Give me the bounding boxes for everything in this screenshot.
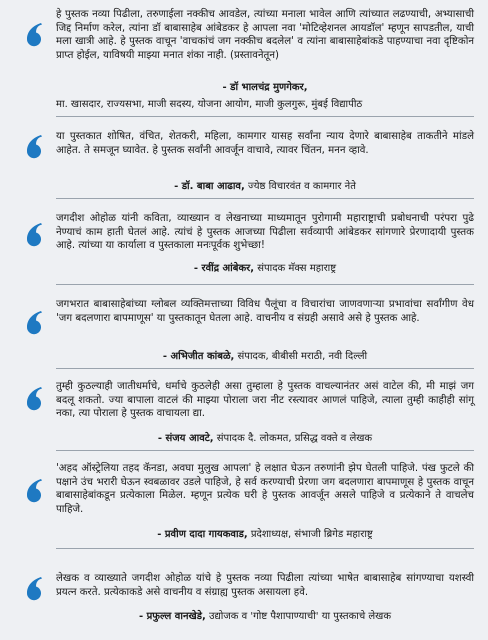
author-role: प्रदेशाध्यक्ष, संभाजी ब्रिगेड महाराष्ट्र (247, 529, 373, 540)
author-name: - प्रफुल्ल वानखेडे, (138, 611, 206, 622)
divider (56, 198, 474, 199)
author-name: - डॉ भालचंद्र मुणगेकर, (222, 82, 308, 93)
divider (56, 548, 474, 549)
testimonial-text: तुम्ही कुठल्याही जातीधर्माचे, धर्माचे कुठलेही असा तुम्हाला हे पुस्तक वाचल्यानंतर असं वाटेल की, मी माझं जग बदलू शकतो. ज्या बापाला वाटलं की माझ्या पोराला जरा नीट रस्त्यावर आणलं पाहिजे, त्याला तुम्ही काहीही सांगू नका, त्या पोराला हे पुस्तक वाचायला द्या. (56, 381, 474, 420)
testimonial-3 (0, 204, 488, 296)
testimonial-text: 'अहद ऑस्ट्रेलिया तहद कॅनडा, अवघा मुलुख आपला' हे लक्षात घेऊन तरुणांनी झेप घेतली पाहिजे. पंख फुटले की पक्षाने उंच भरारी घेऊन स्वबळावर उडले पाहिजे, हे सर्व करण्याची प्रेरणा जग बदलणारा बापमाणूस हे पुस्तक वाचून बाबासाहेबांकडून प्रत्येकाला मिळेल. म्हणून प्रत्येक घरी हे पुस्तक आवर्जून असले पाहिजे व प्रत्येकाने ते वाचलेच पाहिजे. (56, 463, 474, 515)
author-subline: मा. खासदार, राज्यसभा, माजी सदस्य, योजना आयोग, माजी कुलगुरू, मुंबई विद्यापीठ (56, 99, 363, 110)
quote-mark-icon (24, 22, 46, 48)
testimonial-author (56, 350, 474, 363)
testimonial-text: लेखक व व्याख्याते जगदीश ओहोळ यांचे हे पुस्तक नव्या पिढीला त्यांच्या भाषेत बाबासाहेब सांगण्याचा यशस्वी प्रयत्न करते. प्रत्येकाकडे असे वाचनीय व संग्राह्य पुस्तक असायला हवे. (56, 573, 474, 598)
author-role: संपादक, बीबीसी मराठी, नवी दिल्ली (234, 351, 368, 362)
quote-mark-icon (24, 576, 46, 602)
testimonial-1 (0, 8, 488, 124)
testimonial-7 (0, 558, 488, 638)
author-role: संपादक मॅक्स महाराष्ट्र (254, 263, 337, 274)
testimonial-2 (0, 124, 488, 204)
quote-mark-icon (24, 134, 46, 160)
testimonial-text: जगदीश ओहोळ यांनी कविता, व्याख्यान व लेखनाच्या माध्यमातून पुरोगामी महाराष्ट्राची प्रबोधनाची परंपरा पुढे नेण्याचं काम हाती घेतलं आहे. त्यांचं हे पुस्तक आजच्या पिढीला सर्वव्यापी आंबेडकर सांगणारे प्रेरणादायी पुस्तक आहे. त्यांच्या या कार्याला व पुस्तकाला मनःपूर्वक शुभेच्छा! (56, 213, 474, 252)
testimonial-5 (0, 372, 488, 456)
divider (56, 368, 474, 369)
author-role: संपादक दै. लोकमत, प्रसिद्ध वक्ते व लेखक (213, 433, 373, 444)
testimonial-author (56, 262, 474, 275)
testimonial-author (56, 610, 474, 623)
testimonial-author (56, 81, 474, 94)
divider (56, 116, 474, 117)
author-role: ज्येष्ठ विचारवंत व कामगार नेते (244, 181, 356, 192)
author-name: - अभिजीत कांबळे, (162, 351, 235, 362)
testimonial-author (56, 432, 474, 445)
quote-mark-icon (24, 478, 46, 504)
author-name: - रवींद्र आंबेकर, (193, 263, 255, 274)
divider (56, 450, 474, 451)
testimonial-text: जगभरात बाबासाहेबांच्या ग्लोबल व्यक्तिमत्ताच्या विविध पैलूंचा व विचारांचा जाणवणाऱ्या प्रभावांचा सर्वांगीण वेध 'जग बदलणारा बापमाणूस' या पुस्तकातून घेतला आहे. वाचनीय व संग्रही असावे असे हे पुस्तक आहे. (56, 299, 474, 324)
testimonial-6 (0, 456, 488, 558)
quote-mark-icon (24, 222, 46, 248)
quote-mark-icon (24, 386, 46, 412)
testimonial-text: हे पुस्तक नव्या पिढीला, तरुणाईला नक्कीच आवडेल, त्यांच्या मनाला भावेल आणि त्यांच्यात लढण्याची, अभ्यासाची जिद्द निर्माण करेल, त्यांना डॉ बाबासाहेब आंबेडकर हे आपला नवा 'मोटिव्हेशनल आयडॉल' म्हणून सापडतील, याची मला खात्री आहे. हे पुस्तक वाचून 'वाचकांचं जग नक्कीच बदलेल' व त्यांना बाबासाहेबांकडे पाहण्याचा नवा दृष्टिकोन प्राप्त होईल, याविषयी माझ्या मनात शंका नाही. (प्रस्तावनेतून) (56, 9, 474, 61)
testimonial-text: या पुस्तकात शोषित, वंचित, शेतकरी, महिला, कामगार यासह सर्वांना न्याय देणारे बाबासाहेब ताकतीने मांडले आहेत. ते समजून घ्यावेत. हे पुस्तक सर्वांनी आवर्जून वाचावे, त्यावर चिंतन, मनन व्हावे. (56, 131, 474, 156)
author-name: - डॉ. बाबा आढाव, (174, 181, 245, 192)
testimonial-author (56, 180, 474, 193)
quote-mark-icon (24, 310, 46, 336)
testimonial-author (56, 528, 474, 541)
divider (56, 284, 474, 285)
author-role: उद्योजक व 'गोष्ट पैशापाण्याची' या पुस्तकाचे लेखक (205, 611, 392, 622)
testimonial-4 (0, 296, 488, 372)
author-name: - संजय आवटे, (157, 433, 214, 444)
author-name: - प्रवीण दादा गायकवाड, (157, 529, 248, 540)
